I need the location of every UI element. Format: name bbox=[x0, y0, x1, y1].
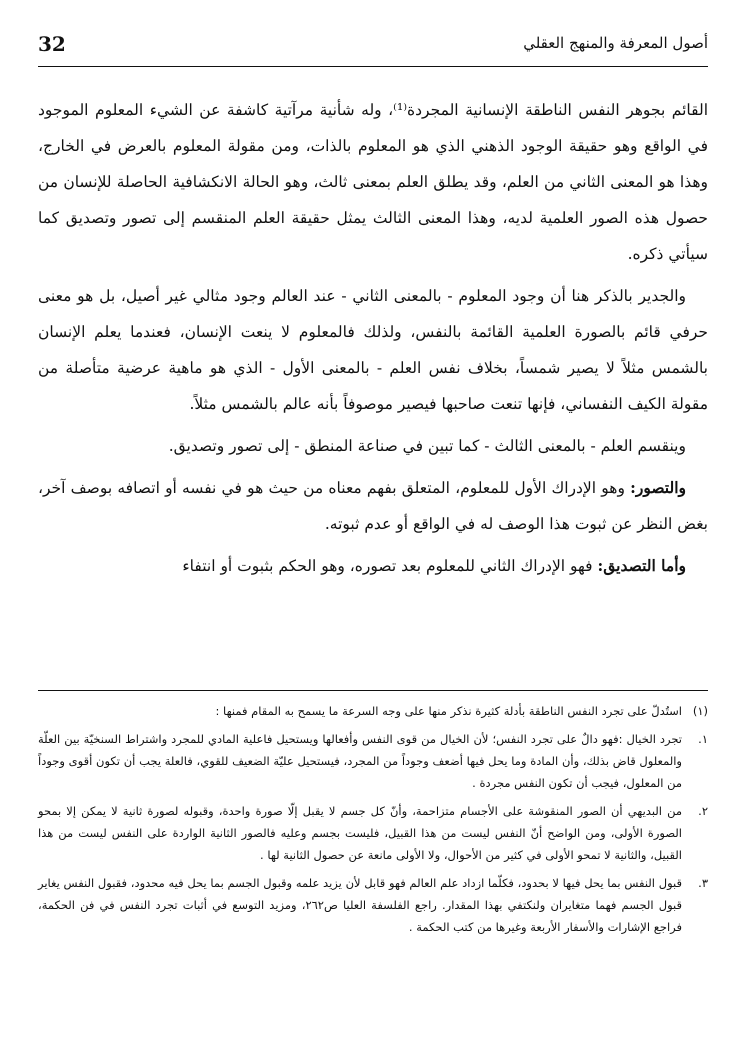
footnote-item-2 bbox=[38, 800, 708, 866]
footnote-item-number: ١. bbox=[698, 732, 708, 746]
footnote-item-1 bbox=[38, 728, 708, 794]
footnotes bbox=[38, 700, 708, 944]
paragraph-2: والجدير بالذكر هنا أن وجود المعلوم - بالمعنى الثاني - عند العالم وجود مثالي غير أصيل، بل هو معنى حرفي قائم بالصورة العلمية القائمة بالنفس، ولذلك فالمعلوم لا ينعت الإنسان، فعندما يعلم الإنسان بالشمس مثلاً لا يصير شمساً، بخلاف نفس العلم - بالمعنى الأول - الذي هو ماهية عرضية متأصلة من مقولة الكيف النفساني، فإنها تنعت صاحبها فيصير موصوفاً بأنه عالم بالشمس مثلاً. bbox=[38, 287, 708, 413]
footnote-item-text: تجرد الخيال :فهو دالٌ على تجرد النفس؛ لأن الخيال من قوى النفس وأفعالها ويستحيل فاعلية المادي للمجرد واشتراط السنخيّة بين العلّة والمعلول قاض بذلك، وأن المادة وما يحل فيها أضعف وجوداً من المجرد، فيستحيل عليّة الضعيف للقوي، فالعلة يجب أن تكون أقوى وجوداً من المعلول، فيجب أن تكون النفس مجردة . bbox=[38, 732, 682, 790]
footnote-item-number: ٢. bbox=[698, 804, 708, 818]
footnote-text: استُدلّ على تجرد النفس الناطقة بأدلة كثيرة نذكر منها على وجه السرعة ما يسمح به المقام فمنها : bbox=[215, 704, 682, 718]
term-tasawwur: والتصور: bbox=[630, 478, 686, 497]
paragraph-4-text: وهو الإدراك الأول للمعلوم، المتعلق بفهم معناه من حيث هو في نفسه أو اتصافه بوصف آخر، بغض النظر عن ثبوت هذا الوصف له في الواقع أو عدم ثبوته. bbox=[38, 479, 708, 533]
paragraph-5 bbox=[38, 548, 708, 584]
footnote-1 bbox=[38, 700, 708, 722]
paragraph-4 bbox=[38, 470, 708, 542]
page-header bbox=[38, 30, 708, 67]
footnote-item-number: ٣. bbox=[698, 876, 708, 890]
footnote-item-text: قبول النفس بما يحل فيها لا بحدود، فكلّما ازداد علم العالم فهو قابل لأن يزيد علمه وقبول الجسم بما يحل فيه محدود، فقبول النفس يغاير قبول الجسم فهما متغايران ولنكتفي بهذا المقدار. راجع الفلسفة العليا ص٢٦٢، ومزيد التوسع في أثبات تجرد النفس في فن الحكمة، فراجع الإشارات والأسفار الأربعة وغيرها من كتب الحكمة . bbox=[38, 876, 682, 934]
footnote-number: (١) bbox=[692, 704, 708, 718]
footnote-divider bbox=[38, 690, 708, 691]
footnote-item-3 bbox=[38, 872, 708, 938]
paragraph-5-text: فهو الإدراك الثاني للمعلوم بعد تصوره، وهو الحكم بثبوت أو انتفاء bbox=[182, 557, 598, 575]
running-title: أصول المعرفة والمنهج العقلي bbox=[523, 34, 708, 52]
paragraph-1: القائم بجوهر النفس الناطقة الإنسانية المجردة⁽¹⁾، وله شأنية مرآتية كاشفة عن الشيء المعلوم الموجود في الواقع وهو حقيقة الوجود الذهني الذي هو المعلوم بالذات، ومن مقولة المعلوم بالعرض في الخارج، وهذا هو المعنى الثاني من العلم، وقد يطلق العلم بمعنى ثالث، وهو الحالة الانكشافية الحاصلة للإنسان من حصول هذه الصور العلمية لديه، وهذا المعنى الثالث يمثل حقيقة العلم المنقسم إلى تصور وتصديق كما سيأتي ذكره. bbox=[38, 101, 708, 263]
main-text bbox=[38, 92, 708, 590]
book-page bbox=[38, 0, 708, 1054]
page-number: 32 bbox=[38, 32, 66, 56]
paragraph-3: وينقسم العلم - بالمعنى الثالث - كما تبين في صناعة المنطق - إلى تصور وتصديق. bbox=[168, 437, 686, 455]
term-tasdiq: وأما التصديق: bbox=[597, 556, 686, 575]
footnote-item-text: من البديهي أن الصور المنقوشة على الأجسام متزاحمة، وأنّ كل جسم لا يقبل إلّا صورة واحدة، وقبوله لصورة ثانية لا يمكن إلا بمحو الصورة الأولى، ومن الواضح أنّ النفس ليست من هذا القبيل، فليست بجسم وعليه فالصور الثانية الواردة على النفس ليست من هذا القبيل، والثانية لا تمحو الأولى في كثير من الأحوال، ولا الأولى مانعة عن حصول الثانية لها . bbox=[38, 804, 682, 862]
